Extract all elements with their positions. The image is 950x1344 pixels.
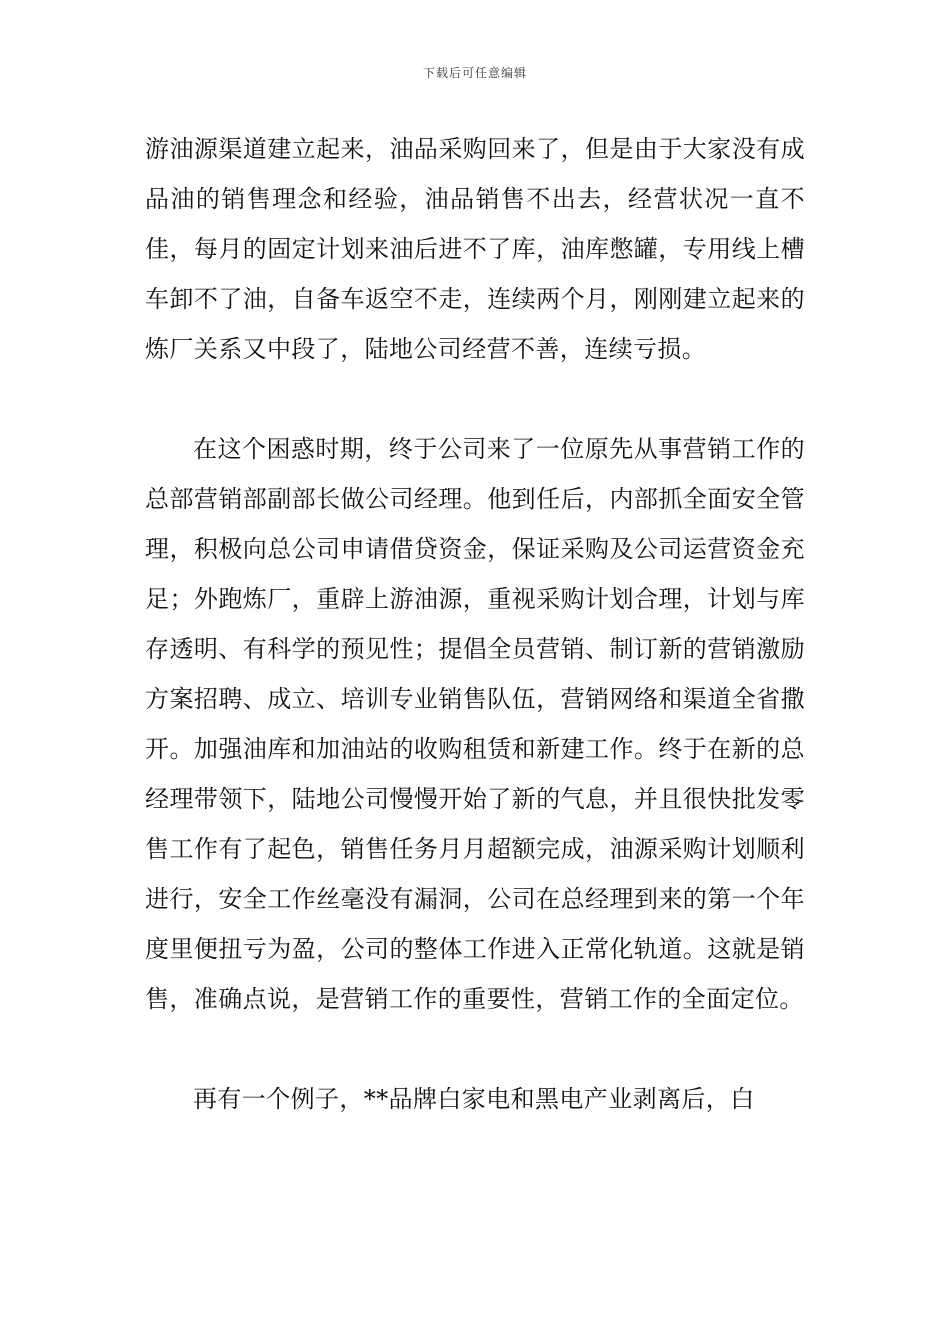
paragraph-3: 再有一个例子，**品牌白家电和黑电产业剥离后，白 <box>193 1085 755 1113</box>
paragraph-1: 游油源渠道建立起来，油品采购回来了，但是由于大家没有成品油的销售理念和经验，油品销售不出去，经营状况一直不佳，每月的固定计划来油后进不了库，油库憋罐，专用线上槽车卸不了油，自备车返空不走，连续两个月，刚刚建立起来的炼厂关系又中段了，陆地公司经营不善，连续亏损。 <box>145 135 805 363</box>
document-body <box>145 124 805 1124</box>
page-header: 下载后可任意编辑 <box>422 66 527 80</box>
paragraph-2: 在这个困惑时期，终于公司来了一位原先从事营销工作的总部营销部副部长做公司经理。他到任后，内部抓全面安全管理，积极向总公司申请借贷资金，保证采购及公司运营资金充足；外跑炼厂，重辟上游油源，重视采购计划合理，计划与库存透明、有科学的预见性；提倡全员营销、制订新的营销激励方案招聘、成立、培训专业销售队伍，营销网络和渠道全省撒开。加强油库和加油站的收购租赁和新建工作。终于在新的总经理带领下，陆地公司慢慢开始了新的气息，并且很快批发零售工作有了起色，销售任务月月超额完成，油源采购计划顺利进行，安全工作丝毫没有漏洞，公司在总经理到来的第一个年度里便扭亏为盈，公司的整体工作进入正常化轨道。这就是销售，准确点说，是营销工作的重要性，营销工作的全面定位。 <box>145 435 805 1013</box>
